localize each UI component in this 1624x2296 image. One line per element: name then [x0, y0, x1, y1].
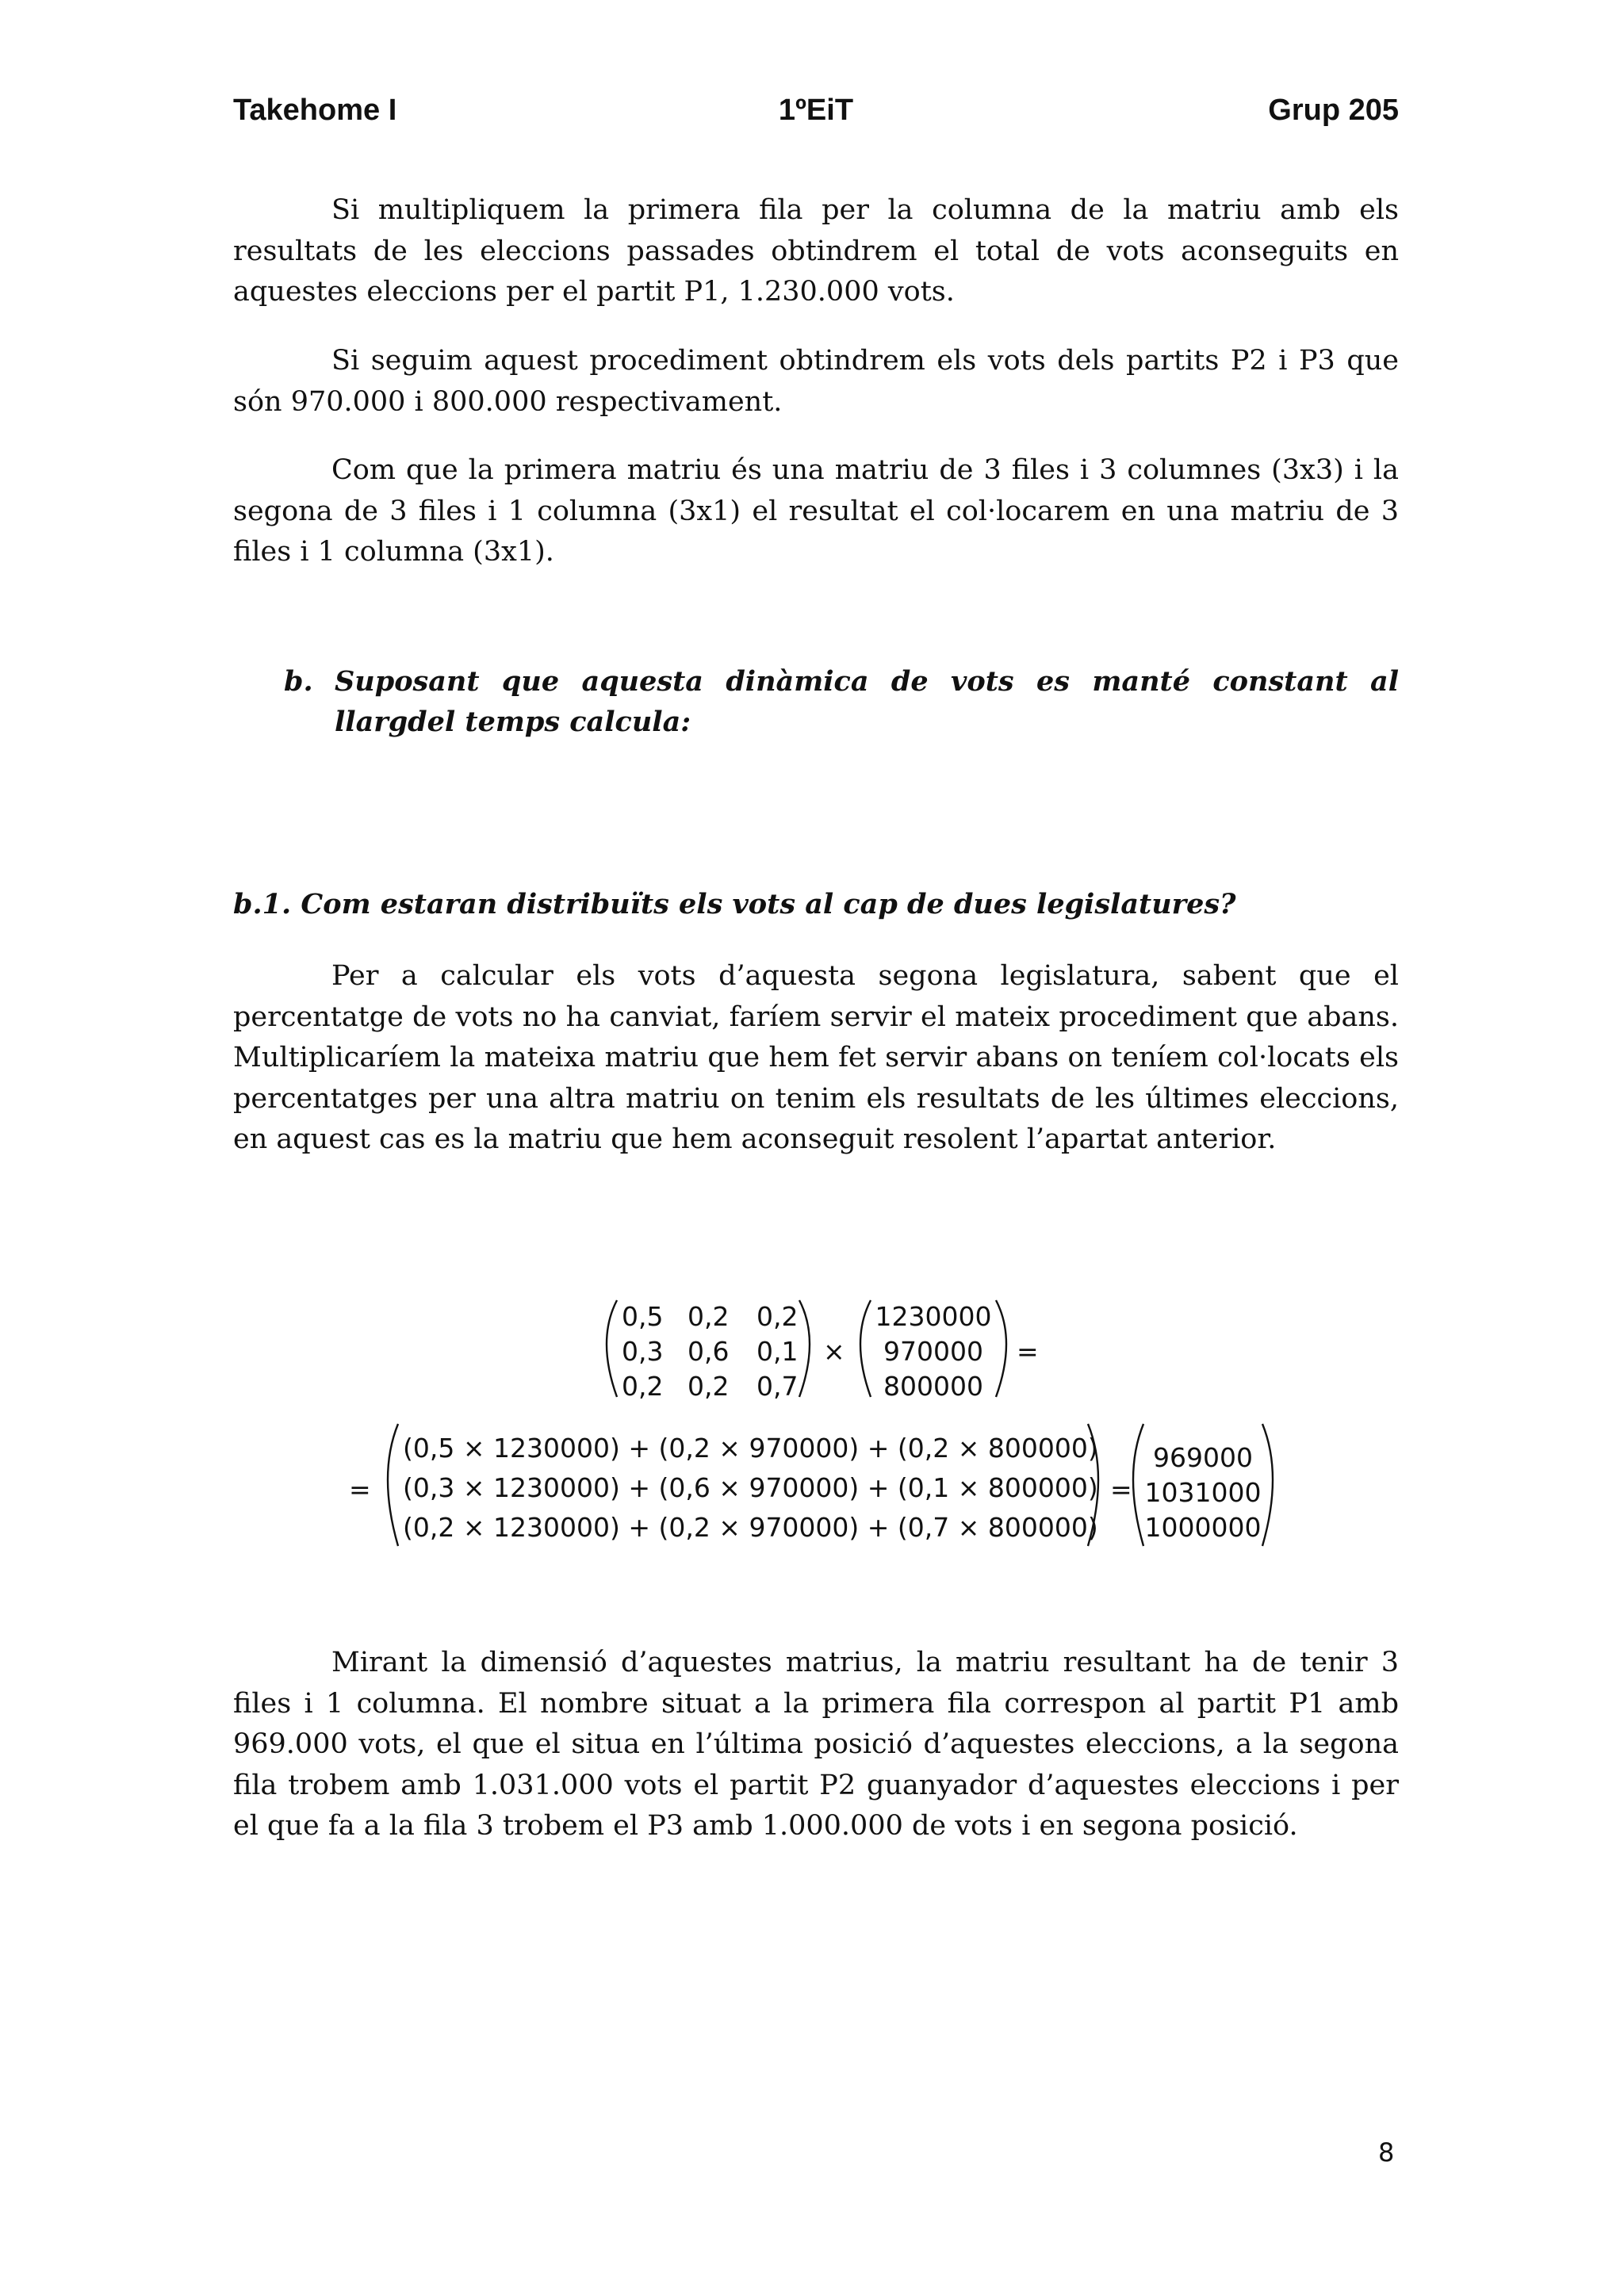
- result-r2: 1031000: [1144, 1477, 1262, 1508]
- result-right-paren: [1262, 1424, 1273, 1546]
- vector-b-left-paren: [860, 1300, 871, 1397]
- question-b-line1: Suposant que aquesta dinàmica de vots es manté constant al: [335, 665, 1399, 698]
- question-b-line2: llargdel temps calcula:: [335, 706, 691, 738]
- vector-b-r1: 1230000: [875, 1301, 992, 1332]
- expanded-row-1: (0,5 × 1230000) + (0,2 × 970000) + (0,2 × 800000): [403, 1433, 1098, 1464]
- expanded-row-3: (0,2 × 1230000) + (0,2 × 970000) + (0,7 × 800000): [403, 1512, 1098, 1543]
- page-number: 8: [1378, 2137, 1395, 2168]
- equals-symbol-left: =: [349, 1474, 371, 1505]
- expanded-row-2: (0,3 × 1230000) + (0,6 × 970000) + (0,1 × 800000): [403, 1472, 1098, 1503]
- matrix-a-r2c3: 0,1: [756, 1336, 799, 1367]
- matrix-a-r2c1: 0,3: [622, 1336, 664, 1367]
- vector-b-right-paren: [996, 1300, 1006, 1397]
- paragraph-matrix-dimensions: Com que la primera matriu és una matriu de 3 files i 3 columnes (3x3) i la segona de 3 files i 1 columna (3x1) el resultat el col·locarem en una matriu de 3 files i 1 columna (3x1).: [233, 454, 1399, 568]
- equals-symbol-mid: =: [1110, 1474, 1132, 1505]
- matrix-a-r1c3: 0,2: [756, 1301, 799, 1332]
- question-b-marker: b.: [284, 665, 313, 698]
- paragraph-second-legislature: Per a calcular els vots d’aquesta segona legislatura, sabent que el percentatge de vots no ha canviat, faríem servir el mateix procediment que abans. Multiplicaríem la mateixa matriu que hem fet servir abans on teníem col·locats els percentatges per una altra matriu on tenim els resultats de les últimes eleccions, en aquest cas es la matriu que hem aconseguit resolent l’apartat anterior.: [233, 960, 1399, 1155]
- equals-symbol-1: =: [1017, 1336, 1039, 1367]
- paragraph-conclusion: Mirant la dimensió d’aquestes matrius, la matriu resultant ha de tenir 3 files i 1 columna. El nombre situat a la primera fila correspon al partit P1 amb 969.000 vots, el que el situa en l’última posició d’aquestes eleccions, a la segona fila trobem amb 1.031.000 vots el partit P2 guanyador d’aquestes eleccions i per el que fa a la fila 3 trobem el P3 amb 1.000.000 de vots i en segona posició.: [233, 1647, 1399, 1842]
- matrix-a-r3c1: 0,2: [622, 1371, 664, 1402]
- paragraph-p2-p3-votes: Si seguim aquest procediment obtindrem els vots dels partits P2 i P3 que són 970.000 i 800.000 respectivament.: [233, 345, 1399, 418]
- header-group: Grup 205: [1268, 94, 1399, 127]
- matrix-a-r2c2: 0,6: [688, 1336, 730, 1367]
- paragraph-p1-votes: Si multipliquem la primera fila per la columna de la matriu amb els resultats de les eleccions passades obtindrem el total de vots aconseguits en aquestes eleccions per el partit P1, 1.230.000 vots.: [233, 194, 1399, 308]
- result-r3: 1000000: [1144, 1512, 1262, 1543]
- matrix-a-r3c3: 0,7: [756, 1371, 799, 1402]
- vector-b-r2: 970000: [883, 1336, 983, 1367]
- matrix-a-r1c2: 0,2: [688, 1301, 730, 1332]
- vector-b-r3: 800000: [883, 1371, 983, 1402]
- result-left-paren: [1133, 1424, 1143, 1546]
- times-symbol: ×: [823, 1336, 845, 1367]
- matrix-a-r1c1: 0,5: [622, 1301, 664, 1332]
- matrix-a-r3c2: 0,2: [688, 1371, 730, 1402]
- result-r1: 969000: [1153, 1442, 1253, 1473]
- question-b1: b.1. Com estaran distribuïts els vots al cap de dues legislatures?: [233, 888, 1236, 920]
- header-course-title: Takehome I: [233, 94, 397, 127]
- expanded-left-paren: [388, 1424, 398, 1546]
- matrix-a-right-paren: [799, 1300, 810, 1397]
- matrix-a-left-paren: [607, 1300, 617, 1397]
- header-class: 1ºEiT: [778, 94, 854, 127]
